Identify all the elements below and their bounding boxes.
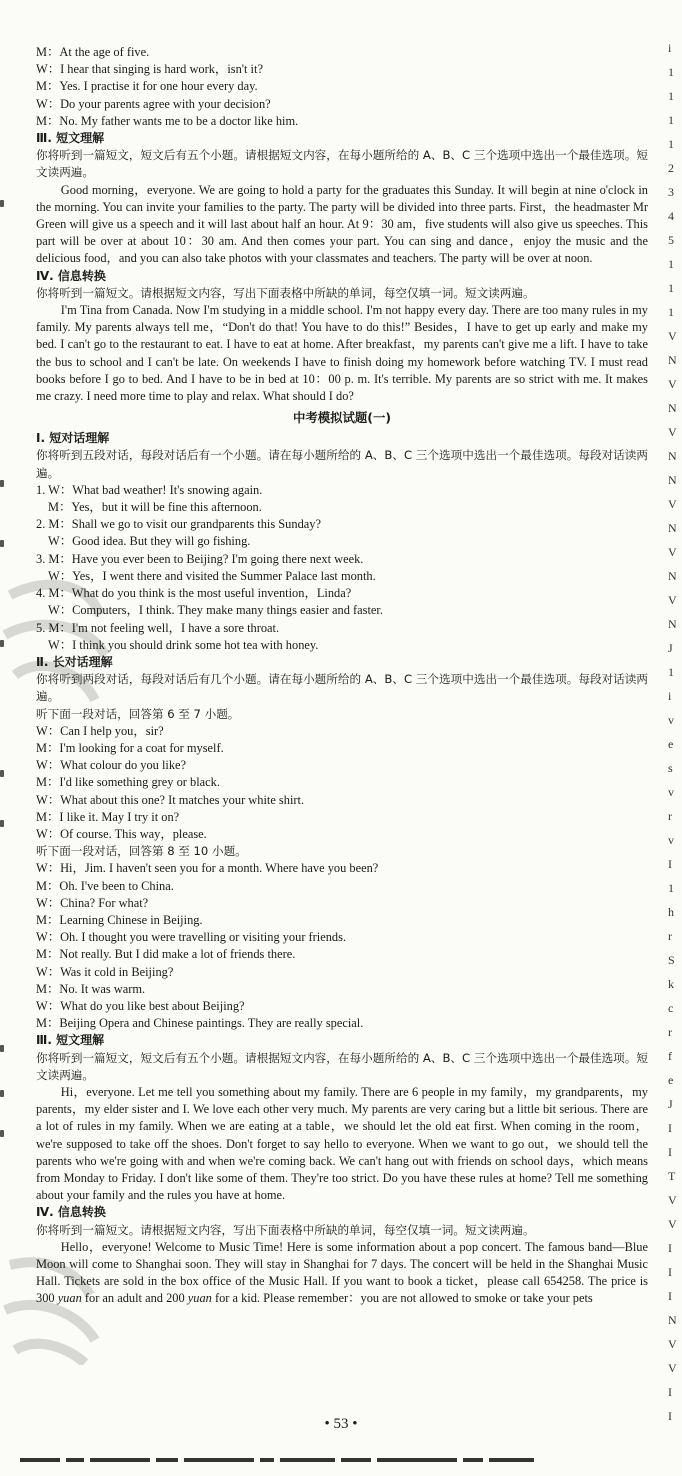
dialogue-line: M：Not really. But I did make a lot of friends there. bbox=[36, 947, 296, 962]
margin-char: I bbox=[668, 857, 672, 871]
bottom-edge-marks bbox=[20, 1458, 640, 1468]
margin-char: V bbox=[668, 1217, 677, 1231]
dialogue-question-line: 5. M：I'm not feeling well，I have a sore throat. bbox=[36, 620, 280, 635]
margin-char: J bbox=[668, 641, 673, 655]
section-heading-info-transfer: Ⅳ. 信息转换 bbox=[36, 268, 106, 283]
section-heading-short-dialogue: Ⅰ. 短对话理解 bbox=[36, 431, 110, 446]
section-instruction: 你将听到五段对话，每段对话后有一个小题。请在每小题所给的 A、B、C 三个选项中选出一个最佳选项。每段对话读两遍。 bbox=[36, 448, 648, 480]
margin-char: N bbox=[668, 353, 677, 367]
margin-char: 3 bbox=[668, 185, 674, 199]
dialogue-line: M：Oh. I've been to China. bbox=[36, 878, 174, 893]
dialogue-line: W：Can I help you，sir? bbox=[36, 723, 164, 738]
section-instruction: 你将听到一篇短文。请根据短文内容，写出下面表格中所缺的单词，每空仅填一词。短文读两遍。 bbox=[36, 285, 535, 300]
margin-char: I bbox=[668, 1385, 672, 1399]
dialogue-intro: 听下面一段对话，回答第 6 至 7 小题。 bbox=[36, 706, 240, 721]
dialogue-line: M：Beijing Opera and Chinese paintings. They are really special. bbox=[36, 1016, 364, 1031]
section-instruction: 你将听到一篇短文。请根据短文内容，写出下面表格中所缺的单词，每空仅填一词。短文读两遍。 bbox=[36, 1222, 535, 1237]
dialogue-response-line: W：I think you should drink some hot tea with honey. bbox=[48, 637, 319, 652]
dialogue-response-line: W：Yes，I went there and visited the Summer Palace last month. bbox=[48, 568, 376, 583]
dialogue-question-line: 3. M：Have you ever been to Beijing? I'm going there next week. bbox=[36, 551, 364, 566]
margin-char: 1 bbox=[668, 281, 674, 295]
margin-char: r bbox=[668, 809, 672, 823]
listening-passage: Hi，everyone. Let me tell you something about my family. There are 6 people in my family，my grandparents，my parents，my elder sister and I. We love each other very much. My parents are very caring but a little bit serious. There are a lot of rules in my family. When we are eating at a table，we should let the old eat first. When coming in the room，we're supposed to take off the shoes. Don't forget to say hello to everyone. When we want to go out，we should tell the parents who we're going with and when we're coming back. We can't hang out with friends on school days，which means from Monday to Friday. I don't like some of them. They're too strict. Do you have these rules at home? Tell me something about your family and the rules you have at home. bbox=[36, 1084, 648, 1203]
margin-char: V bbox=[668, 329, 677, 343]
dialogue-line: M：Yes. I practise it for one hour every day. bbox=[36, 79, 258, 94]
section-heading-short-passage: Ⅲ. 短文理解 bbox=[36, 131, 105, 146]
left-margin-marks bbox=[0, 0, 6, 1470]
margin-char: 1 bbox=[668, 257, 674, 271]
dialogue-line: M：I'm looking for a coat for myself. bbox=[36, 740, 224, 755]
margin-char: e bbox=[668, 737, 674, 751]
margin-char: V bbox=[668, 497, 677, 511]
margin-char: i bbox=[668, 41, 672, 55]
dialogue-intro: 听下面一段对话，回答第 8 至 10 小题。 bbox=[36, 844, 247, 859]
dialogue-line: M：No. It was warm. bbox=[36, 981, 146, 996]
dialogue-line: M：No. My father wants me to be a doctor like him. bbox=[36, 113, 299, 128]
margin-char: I bbox=[668, 1145, 672, 1159]
dialogue-line: W：What about this one? It matches your white shirt. bbox=[36, 792, 305, 807]
dialogue-line: W：Was it cold in Beijing? bbox=[36, 964, 174, 979]
dialogue-line: M：I'd like something grey or black. bbox=[36, 775, 220, 790]
margin-char: r bbox=[668, 929, 672, 943]
margin-char: N bbox=[668, 569, 677, 583]
margin-char: I bbox=[668, 1241, 672, 1255]
top-dialogue bbox=[36, 44, 648, 130]
listening-passage: Good morning，everyone. We are going to hold a party for the graduates this Sunday. It will begin at nine o'clock in the morning. You can invite your families to the party. The party will be divided into three parts. First，the headmaster Mr Green will give us a speech and it will last about half an hour. At 9：30 am，five students will also give us speeches. This part will be over at about 10：30 am. And then comes your part. You can sing and dance，enjoy the music and the delicious food，and you can also take photos with your classmates and teachers. The party will be over at noon. bbox=[36, 182, 648, 266]
margin-char: 5 bbox=[668, 233, 674, 247]
dialogue-question-line: 4. M：What do you think is the most useful invention，Linda? bbox=[36, 586, 352, 601]
dialogue-line: M：I like it. May I try it on? bbox=[36, 809, 180, 824]
dialogue-line: M：Learning Chinese in Beijing. bbox=[36, 912, 203, 927]
dialogue-line: M：At the age of five. bbox=[36, 45, 150, 59]
margin-char: V bbox=[668, 377, 677, 391]
section-instruction: 你将听到一篇短文，短文后有五个小题。请根据短文内容，在每小题所给的 A、B、C 三个选项中选出一个最佳选项。短文读两遍。 bbox=[36, 1050, 648, 1082]
dialogue-line: W：Hi，Jim. I haven't seen you for a month. Where have you been? bbox=[36, 861, 379, 876]
margin-char: I bbox=[668, 1409, 672, 1423]
margin-char: 1 bbox=[668, 881, 674, 895]
dialogue-line: W：What colour do you like? bbox=[36, 758, 187, 773]
margin-char: J bbox=[668, 1097, 673, 1111]
section-instruction: 你将听到一篇短文，短文后有五个小题。请根据短文内容，在每小题所给的 A、B、C 三个选项中选出一个最佳选项。短文读两遍。 bbox=[36, 148, 648, 180]
dialogue-line: W：I hear that singing is hard work，isn't it? bbox=[36, 62, 263, 77]
dialogue-line: W：China? For what? bbox=[36, 895, 149, 910]
margin-char: h bbox=[668, 905, 674, 919]
margin-char: 1 bbox=[668, 305, 674, 319]
exam-title: 中考模拟试题(一) bbox=[292, 410, 392, 426]
margin-char: V bbox=[668, 1337, 677, 1351]
margin-char: v bbox=[668, 785, 674, 799]
short-dialogues bbox=[36, 482, 648, 654]
margin-char: N bbox=[668, 449, 677, 463]
margin-char: v bbox=[668, 713, 674, 727]
margin-char: V bbox=[668, 545, 677, 559]
listening-passage: Hello，everyone! Welcome to Music Time! Here is some information about a pop concert. The famous band—Blue Moon will come to Shanghai soon. They will stay in Shanghai for 7 days. The concert will be held in the Shanghai Music Hall. Tickets are sold in the box office of the Music Hall. If you want to book a ticket，please call 654258. The price is 300 yuan for an adult and 200 yuan for a kid. Please remember：you are not allowed to smoke or take your pets bbox=[36, 1239, 648, 1306]
dialogue-line: W：Do your parents agree with your decision? bbox=[36, 96, 271, 111]
margin-char: k bbox=[668, 977, 674, 991]
dialogue-response-line: M：Yes，but it will be fine this afternoon. bbox=[48, 500, 262, 515]
margin-char: V bbox=[668, 425, 677, 439]
margin-char: S bbox=[668, 953, 675, 967]
margin-char: N bbox=[668, 1313, 677, 1327]
margin-char: 1 bbox=[668, 113, 674, 127]
margin-char: V bbox=[668, 593, 677, 607]
margin-char: N bbox=[668, 617, 677, 631]
dialogue-response-line: W：Computers，I think. They make many things easier and faster. bbox=[48, 603, 383, 618]
margin-char: I bbox=[668, 1265, 672, 1279]
section-heading-info-transfer: Ⅳ. 信息转换 bbox=[36, 1205, 106, 1220]
margin-char: 2 bbox=[668, 161, 674, 175]
section-heading-short-passage: Ⅲ. 短文理解 bbox=[36, 1033, 105, 1048]
page-number: • 53 • bbox=[324, 1416, 358, 1432]
margin-char: N bbox=[668, 521, 677, 535]
dialogue-line: W：What do you like best about Beijing? bbox=[36, 998, 245, 1013]
margin-char: r bbox=[668, 1025, 672, 1039]
dialogue-question-line: 2. M：Shall we go to visit our grandparents this Sunday? bbox=[36, 517, 321, 532]
margin-char: e bbox=[668, 1073, 674, 1087]
margin-char: V bbox=[668, 1361, 677, 1375]
margin-char: 1 bbox=[668, 65, 674, 79]
right-margin-column bbox=[665, 0, 682, 1470]
long-dialogue-2 bbox=[36, 860, 648, 1032]
margin-char: N bbox=[668, 401, 677, 415]
margin-char: v bbox=[668, 833, 674, 847]
page-content bbox=[36, 44, 648, 1308]
dialogue-line: W：Of course. This way，please. bbox=[36, 826, 207, 841]
margin-char: I bbox=[668, 1289, 672, 1303]
margin-char: I bbox=[668, 1121, 672, 1135]
margin-char: s bbox=[668, 761, 673, 775]
listening-passage: I'm Tina from Canada. Now I'm studying in a middle school. I'm not happy every day. There are too many rules in my family. My parents always tell me，“Don't do that! You have to do this!” Besides，I have to get up early and make my bed. I can't go to the restaurant to eat. I have to eat at home. After breakfast，my parents can't give me a lift. I have to take the bus to school and I can't be late. On weekends I have to finish doing my homework before watching TV. I must read books before I go to bed. And I have to be in bed at 10：00 p. m. It's terrible. My parents are so strict with me. It makes me crazy. I need more time to play and relax. What should I do? bbox=[36, 303, 648, 404]
long-dialogue-1 bbox=[36, 723, 648, 843]
section-heading-long-dialogue: Ⅱ. 长对话理解 bbox=[36, 654, 113, 669]
margin-char: V bbox=[668, 1193, 677, 1207]
dialogue-line: W：Oh. I thought you were travelling or visiting your friends. bbox=[36, 930, 347, 945]
margin-char: T bbox=[668, 1169, 676, 1183]
dialogue-question-line: 1. W：What bad weather! It's snowing again. bbox=[36, 482, 263, 497]
margin-char: f bbox=[668, 1049, 672, 1063]
margin-char: c bbox=[668, 1001, 674, 1015]
section-instruction: 你将听到两段对话，每段对话后有几个小题。请在每小题所给的 A、B、C 三个选项中选出一个最佳选项。每段对话读两遍。 bbox=[36, 672, 648, 704]
dialogue-response-line: W：Good idea. But they will go fishing. bbox=[48, 534, 251, 549]
margin-char: i bbox=[668, 689, 672, 703]
margin-char: 1 bbox=[668, 665, 674, 679]
margin-char: 4 bbox=[668, 209, 674, 223]
margin-char: 1 bbox=[668, 89, 674, 103]
margin-char: N bbox=[668, 473, 677, 487]
margin-char: 1 bbox=[668, 137, 674, 151]
